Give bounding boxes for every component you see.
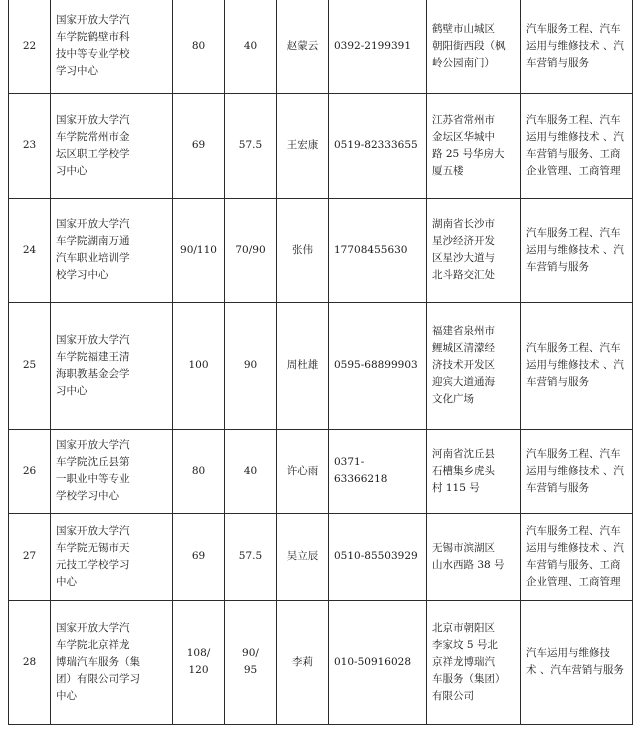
center-address: 江苏省常州市 金坛区华城中 路 25 号华房大 厦五楼 <box>427 93 521 198</box>
table-row <box>9 0 633 93</box>
contact-person: 周杜雄 <box>277 302 329 429</box>
majors: 汽车服务工程、汽车 运用与维修技术 、汽 车营销与服务、工商 企业管理、工商管理 <box>521 513 633 600</box>
center-address: 湖南省长沙市 星沙经济开发 区星沙大道与 北斗路交汇处 <box>427 198 521 302</box>
contact-phone: 0519-82333655 <box>329 93 427 198</box>
center-name: 国家开放大学汽 车学院北京祥龙 博瑞汽车服务（集 团）有限公司学习 中心 <box>51 600 173 724</box>
contact-phone: 0392-2199391 <box>329 0 427 93</box>
contact-person: 吴立辰 <box>277 513 329 600</box>
center-address: 无锡市滨湖区 山水西路 38 号 <box>427 513 521 600</box>
contact-person: 赵蒙云 <box>277 0 329 93</box>
contact-person: 王宏康 <box>277 93 329 198</box>
value-b: 40 <box>225 429 277 513</box>
value-a: 69 <box>173 93 225 198</box>
majors: 汽车服务工程、汽车 运用与维修技术 、汽 车营销与服务 <box>521 429 633 513</box>
center-address: 鹤壁市山城区 朝阳街西段（枫 岭公园南门） <box>427 0 521 93</box>
value-b: 57.5 <box>225 513 277 600</box>
value-b: 70/90 <box>225 198 277 302</box>
center-name: 国家开放大学汽 车学院鹤壁市科 技中等专业学校 学习中心 <box>51 0 173 93</box>
contact-phone: 17708455630 <box>329 198 427 302</box>
value-a: 100 <box>173 302 225 429</box>
value-b: 57.5 <box>225 93 277 198</box>
value-a: 69 <box>173 513 225 600</box>
value-a: 80 <box>173 429 225 513</box>
row-number: 26 <box>9 429 51 513</box>
value-a: 108/ 120 <box>173 600 225 724</box>
row-number: 27 <box>9 513 51 600</box>
majors: 汽车运用与维修技 术 、汽车营销与服务 <box>521 600 633 724</box>
center-name: 国家开放大学汽 车学院沈丘县第 一职业中等专业 学校学习中心 <box>51 429 173 513</box>
majors: 汽车服务工程、汽车 运用与维修技术 、汽 车营销与服务 <box>521 198 633 302</box>
center-name: 国家开放大学汽 车学院湖南万通 汽车职业培训学 校学习中心 <box>51 198 173 302</box>
center-address: 福建省泉州市 鲤城区清濛经 济技术开发区 迎宾大道通海 文化广场 <box>427 302 521 429</box>
row-number: 23 <box>9 93 51 198</box>
contact-phone: 0371- 63366218 <box>329 429 427 513</box>
table-row <box>9 198 633 302</box>
learning-center-table <box>8 0 633 725</box>
value-a: 90/110 <box>173 198 225 302</box>
value-b: 90 <box>225 302 277 429</box>
center-address: 河南省沈丘县 石槽集乡虎头 村 115 号 <box>427 429 521 513</box>
table-row <box>9 600 633 724</box>
contact-person: 李莉 <box>277 600 329 724</box>
center-name: 国家开放大学汽 车学院常州市金 坛区职工学校学 习中心 <box>51 93 173 198</box>
row-number: 22 <box>9 0 51 93</box>
row-number: 28 <box>9 600 51 724</box>
center-name: 国家开放大学汽 车学院福建王清 海职教基金会学 习中心 <box>51 302 173 429</box>
majors: 汽车服务工程、汽车 运用与维修技术 、汽 车营销与服务 <box>521 0 633 93</box>
table-row <box>9 93 633 198</box>
table-row <box>9 429 633 513</box>
majors: 汽车服务工程、汽车 运用与维修技术 、汽 车营销与服务、工商 企业管理、工商管理 <box>521 93 633 198</box>
table-row <box>9 302 633 429</box>
value-b: 40 <box>225 0 277 93</box>
row-number: 25 <box>9 302 51 429</box>
value-b: 90/ 95 <box>225 600 277 724</box>
contact-phone: 010-50916028 <box>329 600 427 724</box>
table-row <box>9 513 633 600</box>
contact-person: 张伟 <box>277 198 329 302</box>
center-address: 北京市朝阳区 李家坟 5 号北 京祥龙博瑞汽 车服务（集团） 有限公司 <box>427 600 521 724</box>
contact-phone: 0510-85503929 <box>329 513 427 600</box>
contact-person: 许心雨 <box>277 429 329 513</box>
contact-phone: 0595-68899903 <box>329 302 427 429</box>
center-name: 国家开放大学汽 车学院无锡市天 元技工学校学习 中心 <box>51 513 173 600</box>
row-number: 24 <box>9 198 51 302</box>
majors: 汽车服务工程、汽车 运用与维修技术 、汽 车营销与服务 <box>521 302 633 429</box>
value-a: 80 <box>173 0 225 93</box>
